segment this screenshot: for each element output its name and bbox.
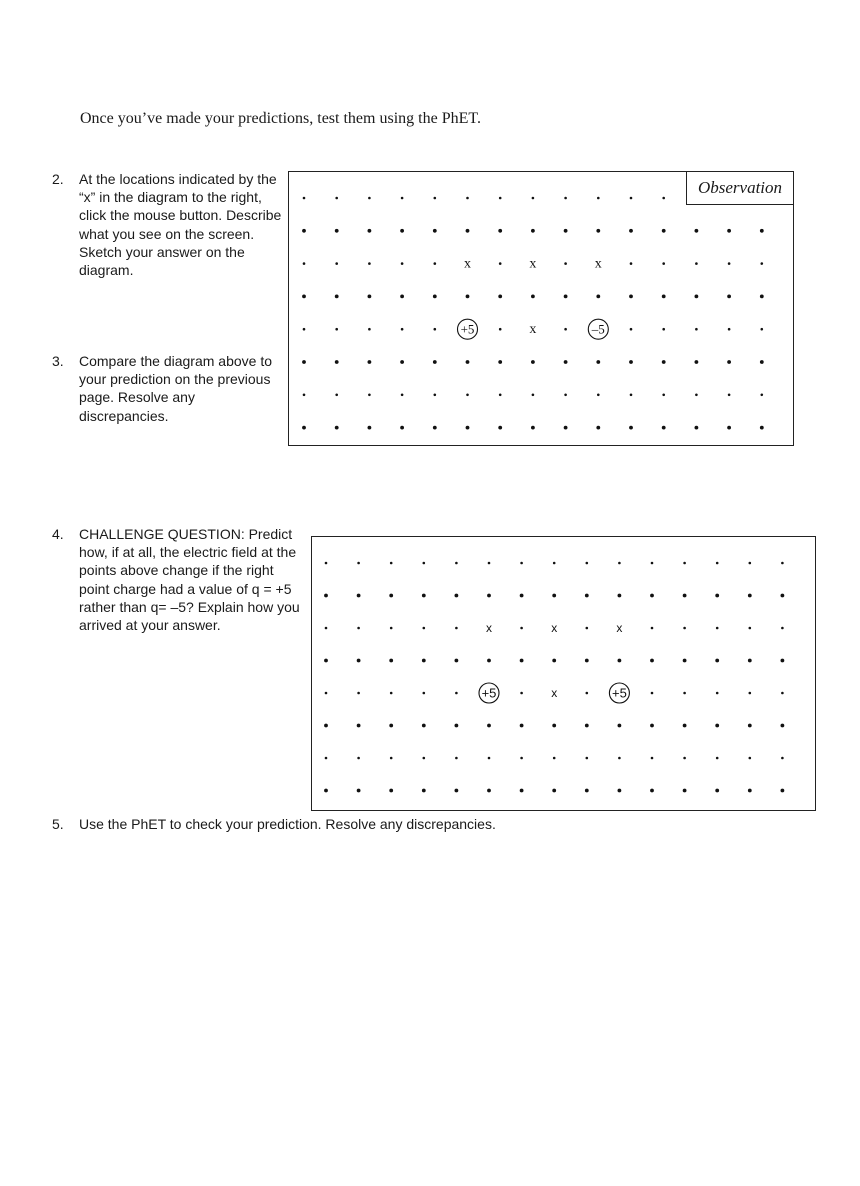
grid-dot <box>357 562 360 565</box>
field-grid-1 <box>289 172 795 447</box>
charge-label: +5 <box>611 685 627 701</box>
grid-dot <box>781 659 785 663</box>
grid-dot <box>455 659 459 663</box>
grid-dot <box>390 562 393 565</box>
grid-dot <box>618 789 622 793</box>
grid-dot <box>650 594 654 598</box>
grid-dot <box>715 724 719 728</box>
grid-dot <box>499 197 502 200</box>
grid-dot <box>498 295 502 299</box>
grid-dot <box>596 360 600 364</box>
charge-label: +5 <box>481 685 497 701</box>
grid-dot <box>434 394 437 397</box>
grid-dot <box>335 328 338 331</box>
grid-dot <box>683 692 686 695</box>
grid-dot <box>531 295 535 299</box>
grid-dot <box>520 789 524 793</box>
grid-dot <box>368 360 372 364</box>
grid-dot <box>715 594 719 598</box>
grid-dot <box>683 757 686 760</box>
grid-dot <box>748 789 752 793</box>
grid-dot <box>748 724 752 728</box>
test-point-marker[interactable]: x <box>486 621 492 635</box>
grid-dot <box>487 594 491 598</box>
grid-dot <box>716 757 719 760</box>
grid-dot <box>662 197 665 200</box>
grid-dot <box>651 627 654 630</box>
question-3-number: 3. <box>52 353 64 369</box>
grid-dot <box>564 426 568 430</box>
grid-dot <box>302 360 306 364</box>
grid-dot <box>401 262 404 265</box>
grid-dot <box>651 692 654 695</box>
grid-dot <box>422 594 426 598</box>
test-point-marker[interactable]: x <box>594 256 602 272</box>
grid-dot <box>781 594 785 598</box>
grid-dot <box>727 360 731 364</box>
grid-dot <box>455 562 458 565</box>
grid-dot <box>749 692 752 695</box>
grid-dot <box>466 426 470 430</box>
grid-dot <box>662 360 666 364</box>
grid-dot <box>683 659 687 663</box>
test-point-marker[interactable]: x <box>464 256 471 272</box>
grid-dot <box>423 562 426 565</box>
grid-dot <box>552 659 556 663</box>
grid-dot <box>400 295 404 299</box>
grid-dot <box>335 229 339 233</box>
grid-dot <box>662 328 665 331</box>
grid-dot <box>531 229 535 233</box>
grid-dot <box>728 394 731 397</box>
point-charge <box>588 319 608 339</box>
grid-dot <box>650 789 654 793</box>
grid-dot <box>303 328 306 331</box>
grid-dot <box>368 328 371 331</box>
grid-dot <box>662 394 665 397</box>
grid-dot <box>520 562 523 565</box>
grid-dot <box>302 229 306 233</box>
grid-dot <box>695 360 699 364</box>
grid-dot <box>749 562 752 565</box>
test-point-marker[interactable]: x <box>551 686 558 700</box>
grid-dot <box>618 757 621 760</box>
grid-dot <box>368 262 371 265</box>
grid-dot <box>498 229 502 233</box>
grid-dot <box>564 229 568 233</box>
grid-dot <box>532 197 535 200</box>
grid-dot <box>618 594 622 598</box>
grid-dot <box>781 692 784 695</box>
grid-dot <box>781 724 785 728</box>
question-4 <box>52 525 302 634</box>
grid-dot <box>761 328 764 331</box>
grid-dot <box>564 328 567 331</box>
grid-dot <box>596 229 600 233</box>
grid-dot <box>586 692 589 695</box>
grid-dot <box>553 757 556 760</box>
question-5-text: Use the PhET to check your prediction. Resolve any discrepancies. <box>79 816 496 832</box>
grid-dot <box>335 197 338 200</box>
question-2-text: At the locations indicated by the “x” in the diagram to the right, click the mouse button. Describe what you see on the screen. Sketch your answer on the diagram. <box>79 171 282 279</box>
grid-dot <box>466 197 469 200</box>
grid-dot <box>728 328 731 331</box>
grid-dot <box>455 594 459 598</box>
grid-dot <box>389 659 393 663</box>
grid-dot <box>761 262 764 265</box>
grid-dot <box>400 229 404 233</box>
grid-dot <box>368 394 371 397</box>
grid-dot <box>455 757 458 760</box>
grid-dot <box>520 692 523 695</box>
grid-dot <box>781 562 784 565</box>
grid-dot <box>335 295 339 299</box>
grid-dot <box>715 789 719 793</box>
grid-dot <box>662 262 665 265</box>
grid-dot <box>520 757 523 760</box>
grid-dot <box>302 426 306 430</box>
grid-dot <box>716 627 719 630</box>
grid-dot <box>630 197 633 200</box>
grid-dot <box>629 229 633 233</box>
grid-dot <box>761 394 764 397</box>
grid-dot <box>466 295 470 299</box>
grid-dot <box>716 562 719 565</box>
grid-dot <box>324 724 328 728</box>
grid-dot <box>630 394 633 397</box>
grid-dot <box>434 328 437 331</box>
grid-dot <box>434 197 437 200</box>
grid-dot <box>695 394 698 397</box>
grid-dot <box>498 360 502 364</box>
grid-dot <box>695 262 698 265</box>
grid-dot <box>400 360 404 364</box>
challenge-diagram <box>311 536 816 811</box>
grid-dot <box>368 426 372 430</box>
grid-dot <box>422 789 426 793</box>
grid-dot <box>423 627 426 630</box>
grid-dot <box>650 724 654 728</box>
question-5-number: 5. <box>52 816 64 832</box>
grid-dot <box>455 724 459 728</box>
grid-dot <box>760 426 764 430</box>
grid-dot <box>748 594 752 598</box>
grid-dot <box>335 360 339 364</box>
test-point-marker[interactable]: x <box>551 621 558 635</box>
grid-dot <box>389 789 393 793</box>
grid-dot <box>488 562 491 565</box>
grid-dot <box>434 262 437 265</box>
grid-dot <box>325 757 328 760</box>
grid-dot <box>368 197 371 200</box>
grid-dot <box>596 295 600 299</box>
grid-dot <box>662 295 666 299</box>
grid-dot <box>585 594 589 598</box>
grid-dot <box>325 692 328 695</box>
grid-dot <box>357 594 361 598</box>
grid-dot <box>662 229 666 233</box>
grid-dot <box>324 789 328 793</box>
grid-dot <box>487 789 491 793</box>
grid-dot <box>499 262 502 265</box>
grid-dot <box>325 562 328 565</box>
grid-dot <box>629 360 633 364</box>
grid-dot <box>303 197 306 200</box>
grid-dot <box>520 724 524 728</box>
grid-dot <box>390 692 393 695</box>
grid-dot <box>683 724 687 728</box>
grid-dot <box>498 426 502 430</box>
grid-dot <box>585 724 589 728</box>
grid-dot <box>749 627 752 630</box>
question-3-text: Compare the diagram above to your prediction on the previous page. Resolve any discrepancies. <box>79 353 272 424</box>
grid-dot <box>423 692 426 695</box>
grid-dot <box>390 757 393 760</box>
test-point-marker[interactable]: x <box>616 621 623 635</box>
grid-dot <box>401 197 404 200</box>
grid-dot <box>629 426 633 430</box>
grid-dot <box>324 659 328 663</box>
grid-dot <box>597 197 600 200</box>
grid-dot <box>390 627 393 630</box>
grid-dot <box>433 360 437 364</box>
grid-dot <box>618 562 621 565</box>
grid-dot <box>585 659 589 663</box>
grid-dot <box>727 426 731 430</box>
grid-dot <box>564 295 568 299</box>
grid-dot <box>532 394 535 397</box>
grid-dot <box>695 229 699 233</box>
grid-dot <box>400 426 404 430</box>
grid-dot <box>564 197 567 200</box>
grid-dot <box>325 627 328 630</box>
grid-dot <box>727 229 731 233</box>
grid-dot <box>357 757 360 760</box>
grid-dot <box>433 426 437 430</box>
grid-dot <box>618 724 622 728</box>
grid-dot <box>630 328 633 331</box>
grid-dot <box>368 229 372 233</box>
grid-dot <box>749 757 752 760</box>
grid-dot <box>357 627 360 630</box>
observation-diagram <box>288 171 794 446</box>
grid-dot <box>651 562 654 565</box>
charge-label: –5 <box>591 321 605 337</box>
grid-dot <box>728 262 731 265</box>
point-charge <box>458 319 478 339</box>
grid-dot <box>401 328 404 331</box>
grid-dot <box>552 724 556 728</box>
grid-dot <box>466 394 469 397</box>
grid-dot <box>630 262 633 265</box>
grid-dot <box>760 229 764 233</box>
charge-label: +5 <box>460 321 475 337</box>
grid-dot <box>585 789 589 793</box>
point-charge <box>609 683 629 703</box>
grid-dot <box>651 757 654 760</box>
grid-dot <box>422 724 426 728</box>
grid-dot <box>564 262 567 265</box>
grid-dot <box>564 360 568 364</box>
grid-dot <box>531 360 535 364</box>
grid-dot <box>748 659 752 663</box>
grid-dot <box>520 594 524 598</box>
grid-dot <box>335 394 338 397</box>
grid-dot <box>781 757 784 760</box>
grid-dot <box>520 627 523 630</box>
grid-dot <box>650 659 654 663</box>
grid-dot <box>781 627 784 630</box>
grid-dot <box>695 295 699 299</box>
grid-dot <box>715 659 719 663</box>
grid-dot <box>695 426 699 430</box>
grid-dot <box>683 789 687 793</box>
grid-dot <box>357 789 361 793</box>
grid-dot <box>422 659 426 663</box>
field-grid-2 <box>312 537 817 812</box>
grid-dot <box>466 360 470 364</box>
grid-dot <box>597 394 600 397</box>
grid-dot <box>596 426 600 430</box>
grid-dot <box>586 562 589 565</box>
grid-dot <box>423 757 426 760</box>
grid-dot <box>357 659 361 663</box>
grid-dot <box>324 594 328 598</box>
grid-dot <box>564 394 567 397</box>
question-3 <box>52 352 282 425</box>
grid-dot <box>389 594 393 598</box>
grid-dot <box>683 627 686 630</box>
grid-dot <box>662 426 666 430</box>
grid-dot <box>683 594 687 598</box>
grid-dot <box>760 295 764 299</box>
grid-dot <box>433 295 437 299</box>
question-4-text: CHALLENGE QUESTION: Predict how, if at all, the electric field at the points above change if the right point charge had a value of q = +5 rather than q= –5? Explain how you arrived at your answer. <box>79 526 300 634</box>
grid-dot <box>389 724 393 728</box>
question-4-number: 4. <box>52 526 64 542</box>
grid-dot <box>683 562 686 565</box>
grid-dot <box>302 295 306 299</box>
question-5 <box>52 815 752 833</box>
grid-dot <box>368 295 372 299</box>
point-charge <box>479 683 499 703</box>
grid-dot <box>487 724 491 728</box>
grid-dot <box>760 360 764 364</box>
question-2-number: 2. <box>52 171 64 187</box>
grid-dot <box>552 789 556 793</box>
grid-dot <box>335 262 338 265</box>
intro-text: Once you’ve made your predictions, test them using the PhET. <box>80 110 481 127</box>
grid-dot <box>488 757 491 760</box>
grid-dot <box>586 627 589 630</box>
grid-dot <box>499 328 502 331</box>
grid-dot <box>357 692 360 695</box>
test-point-marker[interactable]: x <box>529 322 537 338</box>
grid-dot <box>357 724 361 728</box>
grid-dot <box>401 394 404 397</box>
grid-dot <box>520 659 524 663</box>
grid-dot <box>433 229 437 233</box>
grid-dot <box>499 394 502 397</box>
test-point-marker[interactable]: x <box>529 256 537 272</box>
grid-dot <box>695 328 698 331</box>
grid-dot <box>716 692 719 695</box>
grid-dot <box>303 394 306 397</box>
grid-dot <box>303 262 306 265</box>
grid-dot <box>455 627 458 630</box>
grid-dot <box>455 789 459 793</box>
grid-dot <box>629 295 633 299</box>
grid-dot <box>727 295 731 299</box>
grid-dot <box>553 562 556 565</box>
grid-dot <box>618 659 622 663</box>
grid-dot <box>586 757 589 760</box>
grid-dot <box>487 659 491 663</box>
question-2 <box>52 170 282 279</box>
observation-label: Observation <box>686 171 794 205</box>
grid-dot <box>531 426 535 430</box>
grid-dot <box>335 426 339 430</box>
grid-dot <box>552 594 556 598</box>
grid-dot <box>781 789 785 793</box>
grid-dot <box>455 692 458 695</box>
grid-dot <box>466 229 470 233</box>
